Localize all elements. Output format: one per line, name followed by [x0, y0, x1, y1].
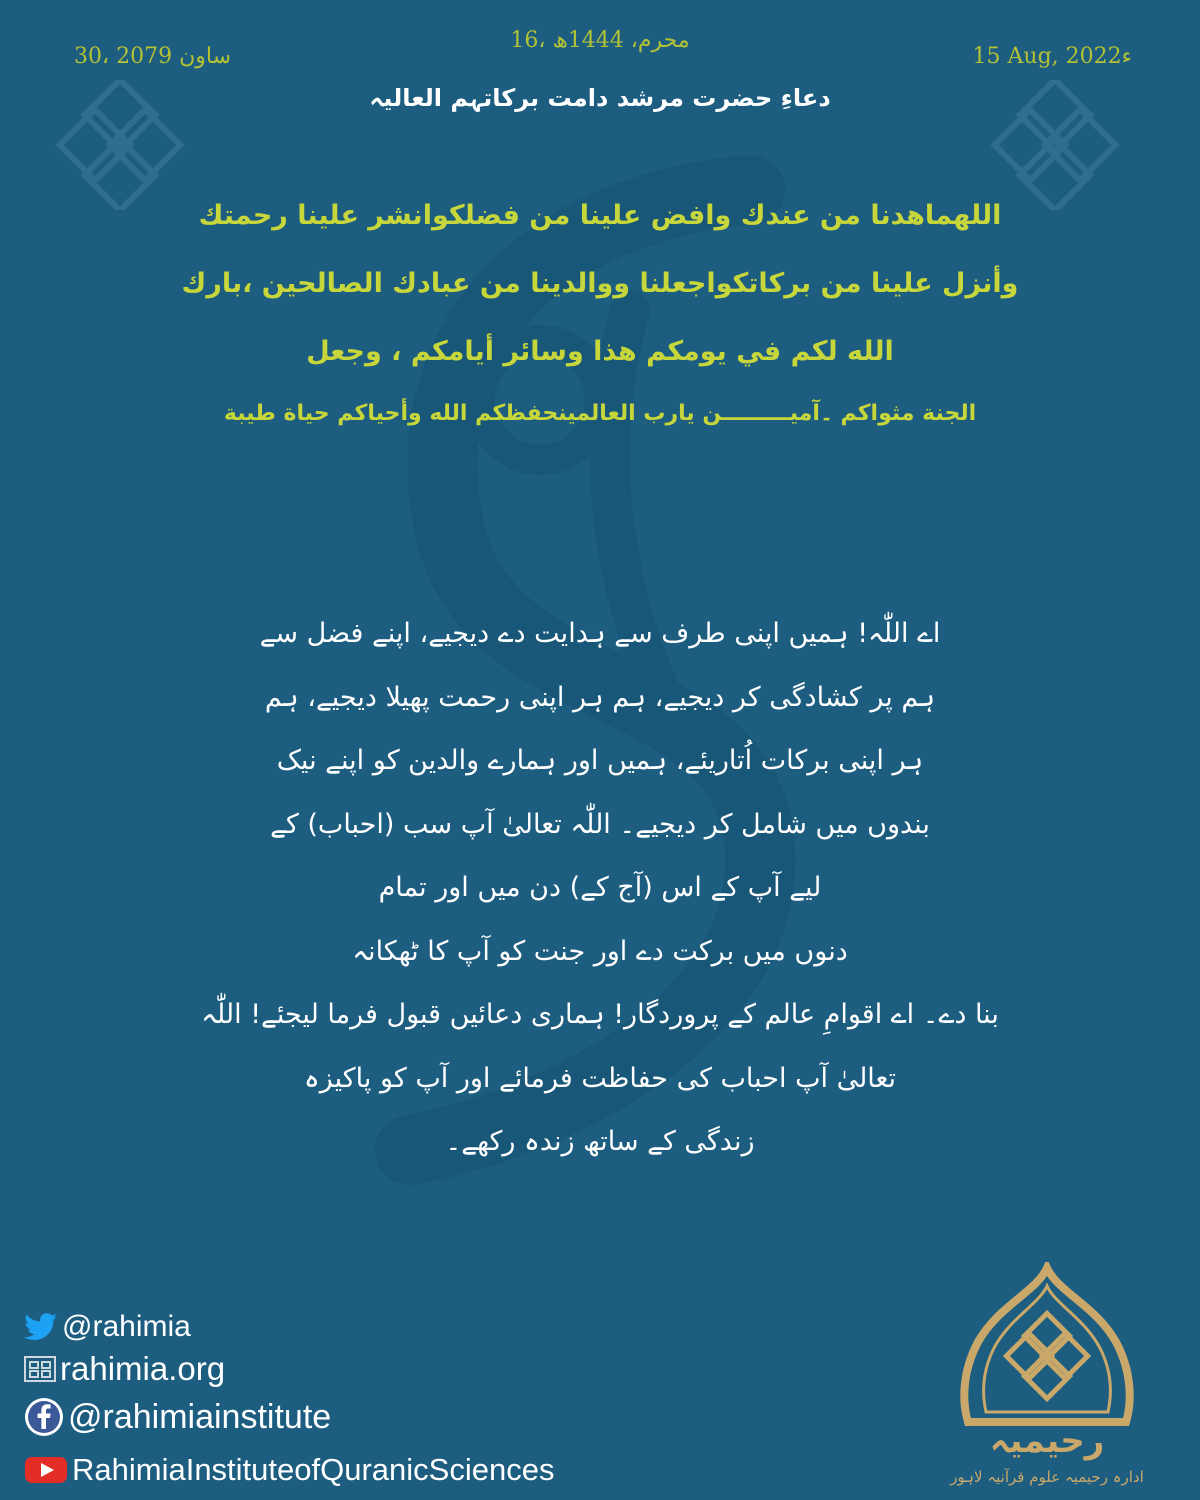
twitter-handle[interactable]: [24, 1310, 191, 1344]
website-link[interactable]: [24, 1350, 225, 1388]
website-text: rahimia.org: [60, 1350, 226, 1387]
facebook-handle-text: @rahimiainstitute: [68, 1397, 332, 1436]
urdu-line: بنا دے۔ اے اقوامِ عالم کے پروردگار! ہماری دعائیں قبول فرما لیجئے! اللّٰہ: [201, 999, 999, 1030]
hijri-date: 16، محرم، 1444ھ: [510, 28, 690, 53]
arabic-dua: [80, 182, 1120, 440]
youtube-icon: [24, 1455, 68, 1485]
gregorian-date: 15 Aug, 2022ء: [972, 44, 1132, 69]
arabic-line: اللهماهدنا من عندك وافض علينا من فضلكوانشر علينا رحمتك: [198, 200, 1002, 231]
urdu-line: تعالیٰ آپ احباب کی حفاظت فرمائے اور آپ کو پاکیزہ: [303, 1062, 897, 1094]
urdu-line: ہم پر کشادگی کر دیجیے، ہم ہر اپنی رحمت پھیلا دیجیے، ہم: [264, 681, 936, 713]
bikrami-date: 30، ساون 2079: [74, 44, 232, 69]
arabic-line: الله لكم في يومكم هذا وسائر أيامكم ، وجعل: [306, 336, 894, 367]
urdu-line: اے اللّٰہ! ہمیں اپنی طرف سے ہدایت دے دیجیے، اپنے فضل سے: [259, 618, 941, 649]
facebook-handle[interactable]: [24, 1397, 331, 1437]
facebook-icon: [24, 1397, 64, 1437]
arabic-line: الجنة مثواكم ۔آمیـــــــــن يارب العالمينحفظكم الله وأحياكم حياة طيبة: [223, 401, 977, 426]
rahimia-logo: [918, 1262, 1176, 1492]
urdu-line: دنوں میں برکت دے اور جنت کو آپ کا ٹھکانہ: [352, 935, 848, 967]
urdu-line: زندگی کے ساتھ زندہ رکھے۔: [445, 1126, 755, 1157]
logo-name: رحیمیہ: [989, 1421, 1105, 1461]
urdu-line: بندوں میں شامل کر دیجیے۔ اللّٰہ تعالیٰ آپ سب (احباب) کے: [270, 808, 930, 840]
twitter-bird-icon: [24, 1313, 58, 1341]
dua-title: دعاءِ حضرت مرشد دامت برکاتہم العالیہ: [369, 84, 831, 112]
website-knot-icon: [24, 1356, 56, 1382]
urdu-translation: [110, 602, 1090, 1174]
youtube-channel-text: RahimiaInstituteofQuranicSciences: [72, 1452, 555, 1487]
logo-subtitle: ادارہ رحیمیہ علوم قرآنیہ لاہور: [950, 1468, 1144, 1486]
arabic-line: وأنزل علينا من بركاتكواجعلنا ووالدينا من عبادك الصالحين ،بارك: [181, 268, 1019, 299]
urdu-line: لیے آپ کے اس (آج کے) دن میں اور تمام: [378, 872, 822, 903]
twitter-handle-text: @rahimia: [62, 1310, 191, 1343]
youtube-channel[interactable]: [24, 1452, 554, 1488]
urdu-line: ہر اپنی برکات اُتاریئے، ہمیں اور ہمارے والدین کو اپنے نیک: [276, 745, 924, 776]
